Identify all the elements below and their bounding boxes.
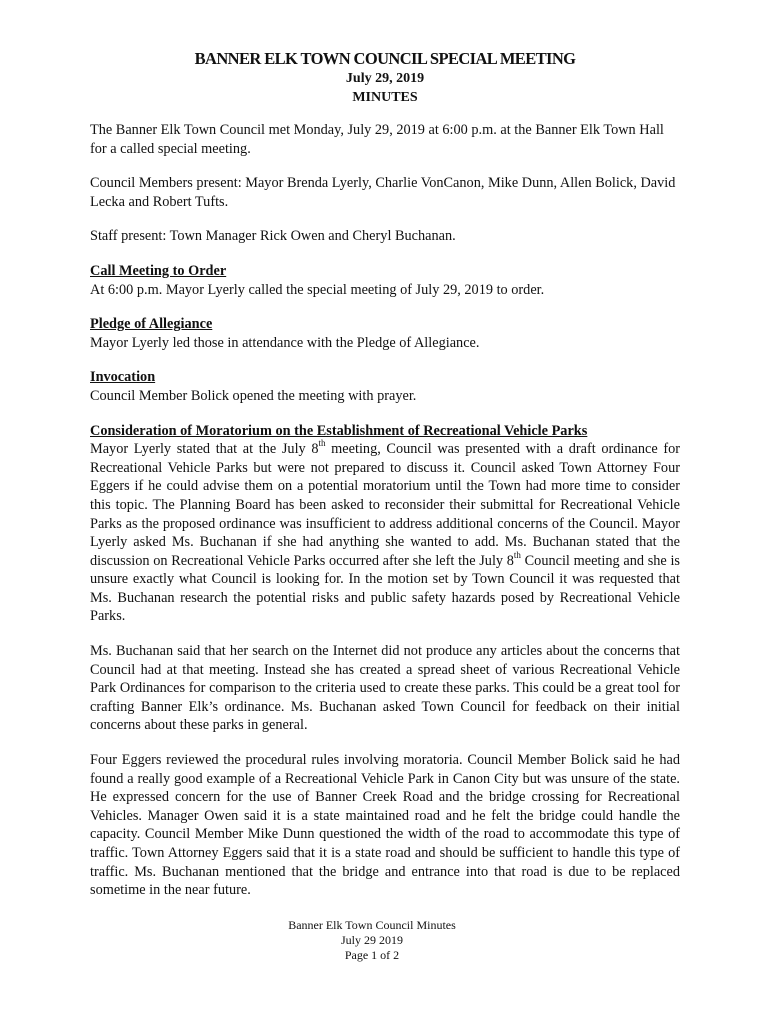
staff-present-paragraph: Staff present: Town Manager Rick Owen and Cheryl Buchanan.: [90, 228, 456, 245]
pledge-heading: Pledge of Allegiance: [90, 316, 213, 333]
footer-page-number: Page 1 of 2: [344, 948, 400, 962]
moratorium-paragraph-2: Ms. Buchanan said that her search on the Internet did not produce any articles about the concerns that Council had at that meeting. Instead she has created a spread sheet of various Recreational Vehicle Park Ordinances for comparison to the criteria used to create these parks. This could be a great tool for crafting Banner Elk’s ordinance. Ms. Buchanan asked Town Council for feedback on their initial concerns about these parks in general.: [90, 643, 680, 734]
moratorium-heading: Consideration of Moratorium on the Establishment of Recreational Vehicle Parks: [90, 422, 588, 439]
document-body: [90, 121, 680, 916]
footer-document-name: Banner Elk Town Council Minutes: [288, 918, 456, 932]
invocation-text: Council Member Bolick opened the meeting with prayer.: [90, 387, 417, 404]
council-present-paragraph: Council Members present: Mayor Brenda Lyerly, Charlie VonCanon, Mike Dunn, Allen Bolick, David Lecka and Robert Tufts.: [90, 175, 676, 210]
meeting-date: July 29, 2019: [345, 71, 425, 86]
moratorium-p1-part-a: Mayor Lyerly stated that at the July 8: [90, 441, 319, 458]
moratorium-paragraph-1: [90, 422, 680, 627]
opening-paragraph: The Banner Elk Town Council met Monday, July 29, 2019 at 6:00 p.m. at the Banner Elk Town Hall for a called special meeting.: [90, 122, 664, 157]
page-footer: [0, 918, 744, 963]
call-to-order-section: [90, 262, 680, 299]
moratorium-p1-part-b: meeting, Council was presented with a draft ordinance for Recreational Vehicle Parks but were not prepared to discuss it. Council asked Town Attorney Four Eggers if he could advise them on a potential moratorium until the Town had more time to consider this topic. The Planning Board has been asked to reconsider their submittal for Recreational Vehicle Parks as the proposed ordinance was insufficient to address additional concerns of the Council. Mayor Lyerly asked Ms. Buchanan if she had anything she wanted to add. Ms. Buchanan stated that the discussion on Recreational Vehicle Parks occurred after she left the July 8: [90, 441, 680, 569]
ordinal-suffix: th: [513, 549, 521, 560]
moratorium-paragraph-3: Four Eggers reviewed the procedural rules involving moratoria. Council Member Bolick said he had found a really good example of a Recreational Vehicle Park in Canon City but was unsure of the state. He expressed concern for the use of Banner Creek Road and the bridge crossing for Recreational Vehicles. Manager Owen said it is a state maintained road and he felt the bridge could handle the capacity. Council Member Mike Dunn questioned the width of the road to accommodate this type of traffic. Town Attorney Eggers said that it is a state road and should be sufficient to handle this type of traffic. Ms. Buchanan mentioned that the bridge and entrance into that road is due to be replaced sometime in the near future.: [90, 752, 680, 899]
footer-date: July 29 2019: [340, 933, 403, 947]
invocation-section: [90, 368, 680, 405]
call-to-order-text: At 6:00 p.m. Mayor Lyerly called the special meeting of July 29, 2019 to order.: [90, 281, 545, 298]
moratorium-p1-part-c: Council meeting and she is unsure exactly what Council is looking for. In the motion set by Town Council it was requested that Ms. Buchanan research the potential risks and public safety hazards posed by Recreational Vehicle Parks.: [90, 552, 680, 625]
document-header: [0, 49, 770, 107]
call-to-order-heading: Call Meeting to Order: [90, 262, 227, 279]
pledge-text: Mayor Lyerly led those in attendance with the Pledge of Allegiance.: [90, 334, 480, 351]
minutes-label: MINUTES: [352, 90, 418, 105]
ordinal-suffix: th: [318, 438, 326, 449]
invocation-heading: Invocation: [90, 369, 156, 386]
document-title: BANNER ELK TOWN COUNCIL SPECIAL MEETING: [194, 49, 576, 68]
pledge-section: [90, 315, 680, 352]
